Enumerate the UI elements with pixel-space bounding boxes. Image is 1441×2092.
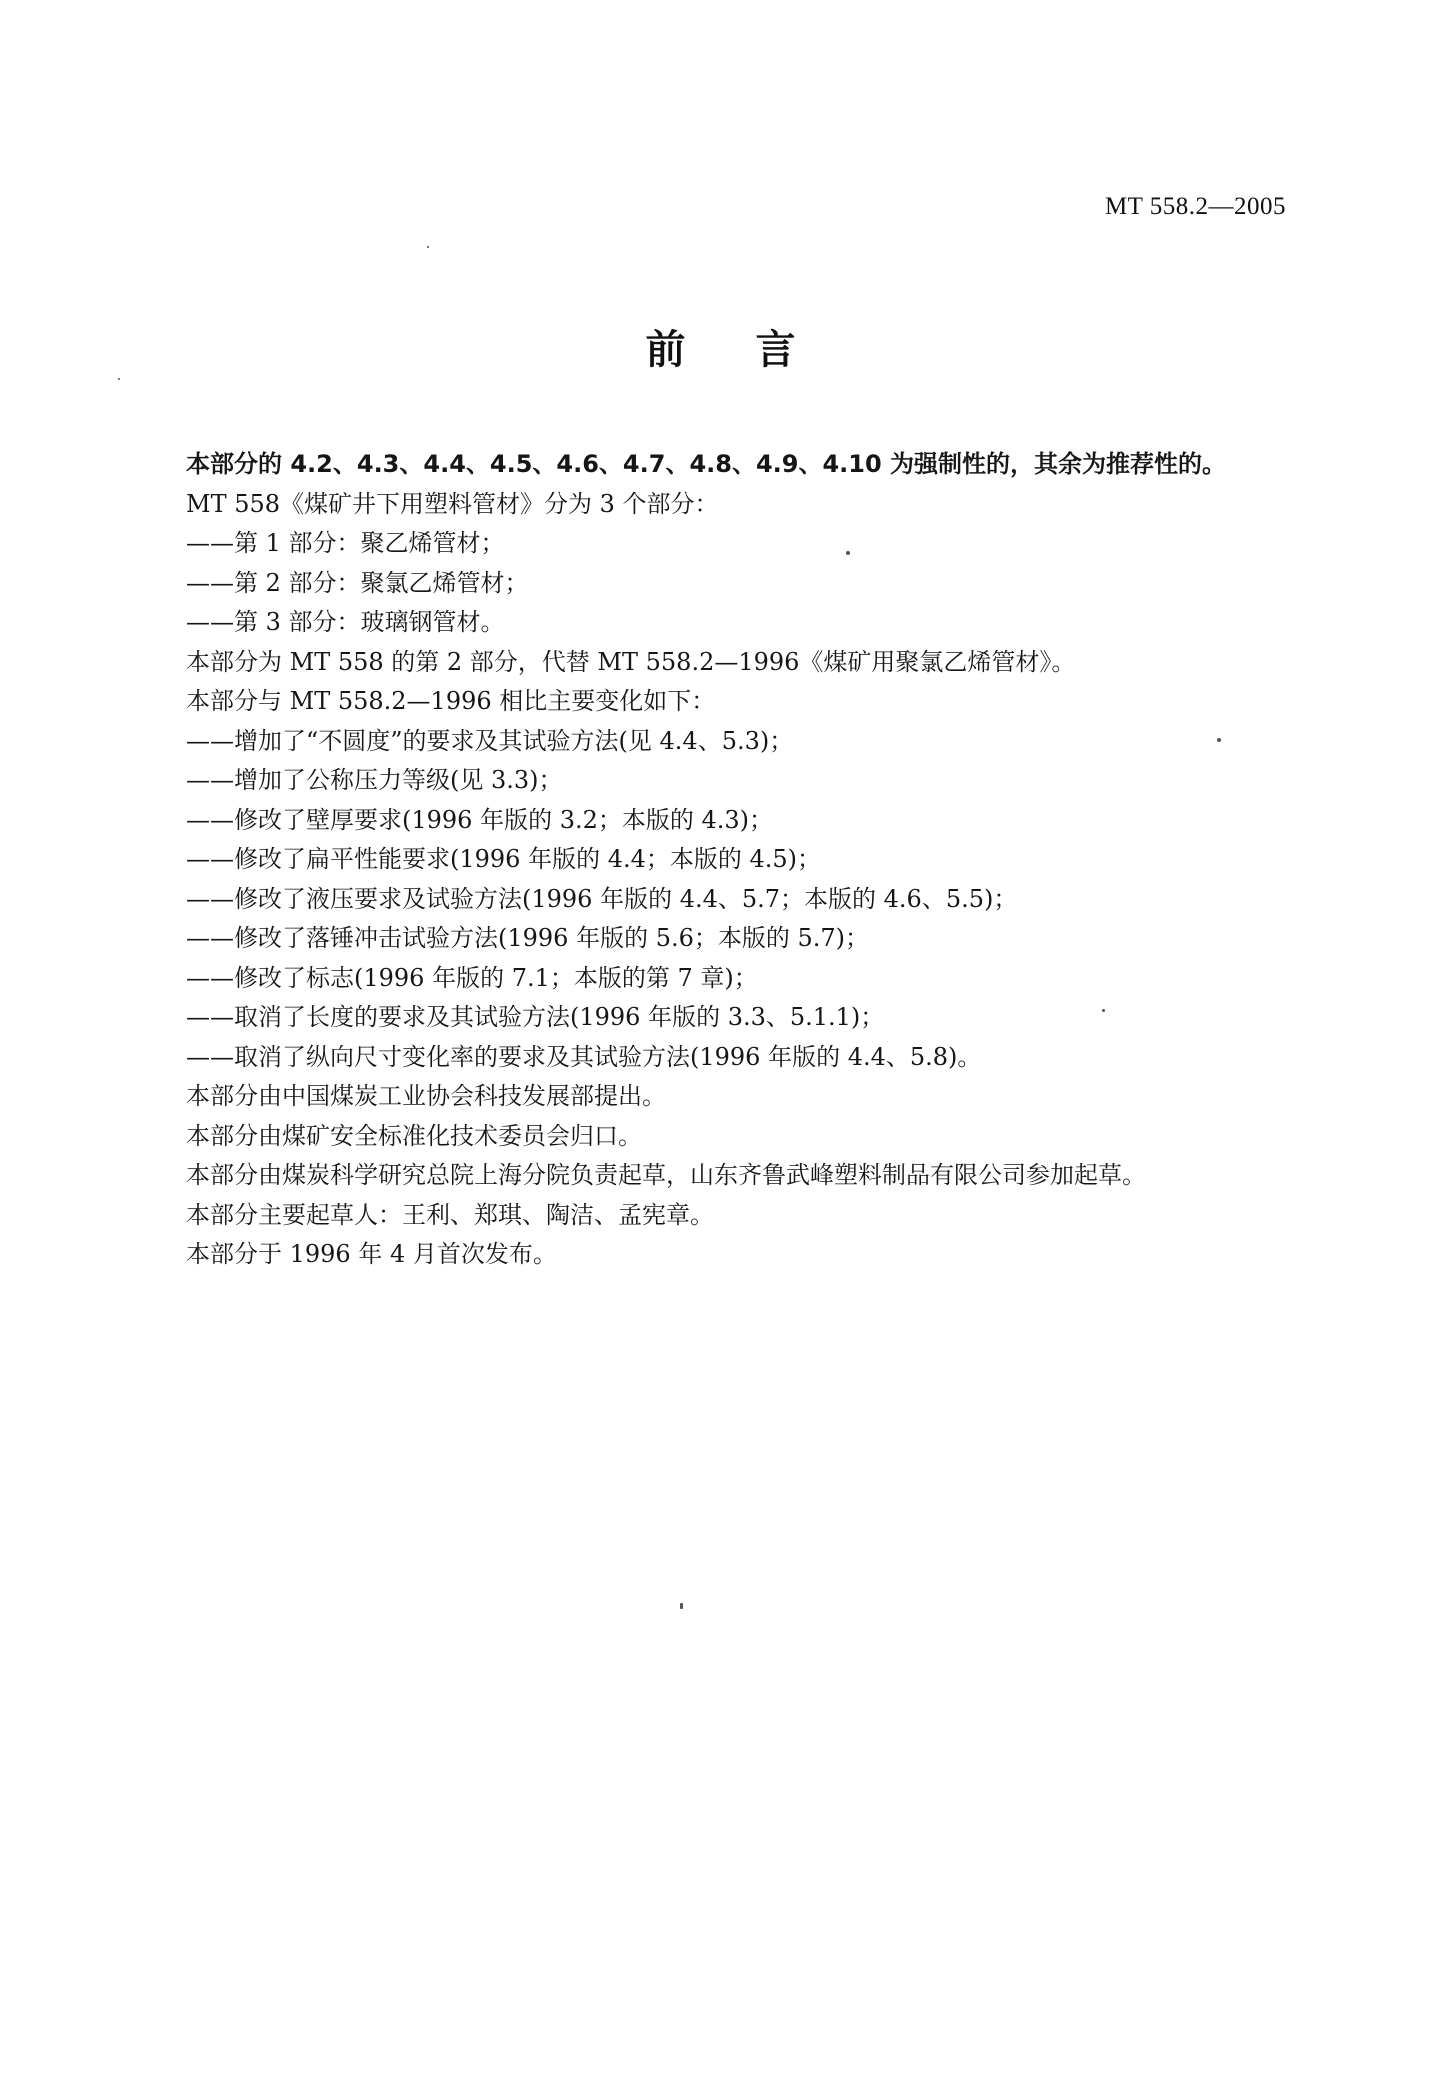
page-title: 前言 (645, 327, 866, 373)
foreword-body (186, 445, 1306, 1275)
scan-speck (427, 246, 429, 248)
paragraph-first-issued: 本部分于 1996 年 4 月首次发布。 (186, 1240, 557, 1268)
list-item-change: ——增加了“不圆度”的要求及其试验方法(见 4.4、5.3)； (186, 726, 794, 755)
list-item-change: ——增加了公称压力等级(见 3.3)； (186, 766, 563, 794)
list-item-change: ——修改了落锤冲击试验方法(1996 年版的 5.6；本版的 5.7)； (186, 924, 870, 952)
list-item-change: ——修改了液压要求及试验方法(1996 年版的 4.4、5.7；本版的 4.6、5.5)； (186, 884, 1018, 913)
paragraph-parts-intro: MT 558《煤矿井下用塑料管材》分为 3 个部分： (186, 489, 719, 518)
list-item-part-1: ——第 1 部分：聚乙烯管材； (186, 529, 505, 557)
paragraph-proposed-by: 本部分由中国煤炭工业协会科技发展部提出。 (186, 1082, 666, 1110)
scan-speck (1217, 738, 1221, 742)
scan-speck (680, 1603, 683, 1609)
list-item-change: ——取消了纵向尺寸变化率的要求及其试验方法(1996 年版的 4.4、5.8)。 (186, 1042, 982, 1071)
scan-speck (1102, 1009, 1105, 1012)
standard-code: MT 558.2—2005 (1104, 193, 1286, 220)
list-item-change: ——取消了长度的要求及其试验方法(1996 年版的 3.3、5.1.1)； (186, 1003, 885, 1031)
list-item-change: ——修改了扁平性能要求(1996 年版的 4.4；本版的 4.5)； (186, 845, 822, 873)
paragraph-mandatory-clauses: 本部分的 4.2、4.3、4.4、4.5、4.6、4.7、4.8、4.9、4.10 为强制性的，其余为推荐性的。 (186, 450, 1227, 478)
list-item-part-2: ——第 2 部分：聚氯乙烯管材； (186, 568, 529, 597)
scan-speck (846, 551, 850, 555)
paragraph-replaces: 本部分为 MT 558 的第 2 部分，代替 MT 558.2—1996《煤矿用聚氯乙烯管材》。 (186, 647, 1076, 676)
list-item-part-3: ——第 3 部分：玻璃钢管材。 (186, 608, 505, 636)
paragraph-drafters: 本部分主要起草人：王利、郑琪、陶洁、孟宪章。 (186, 1200, 714, 1229)
paragraph-drafted-by: 本部分由煤炭科学研究总院上海分院负责起草，山东齐鲁武峰塑料制品有限公司参加起草。 (186, 1161, 1146, 1189)
list-item-change: ——修改了壁厚要求(1996 年版的 3.2；本版的 4.3)； (186, 805, 774, 834)
paragraph-changes-intro: 本部分与 MT 558.2—1996 相比主要变化如下： (186, 687, 716, 715)
list-item-change: ——修改了标志(1996 年版的 7.1；本版的第 7 章)； (186, 963, 758, 992)
scan-speck (118, 378, 120, 380)
paragraph-centralized-by: 本部分由煤矿安全标准化技术委员会归口。 (186, 1121, 642, 1150)
